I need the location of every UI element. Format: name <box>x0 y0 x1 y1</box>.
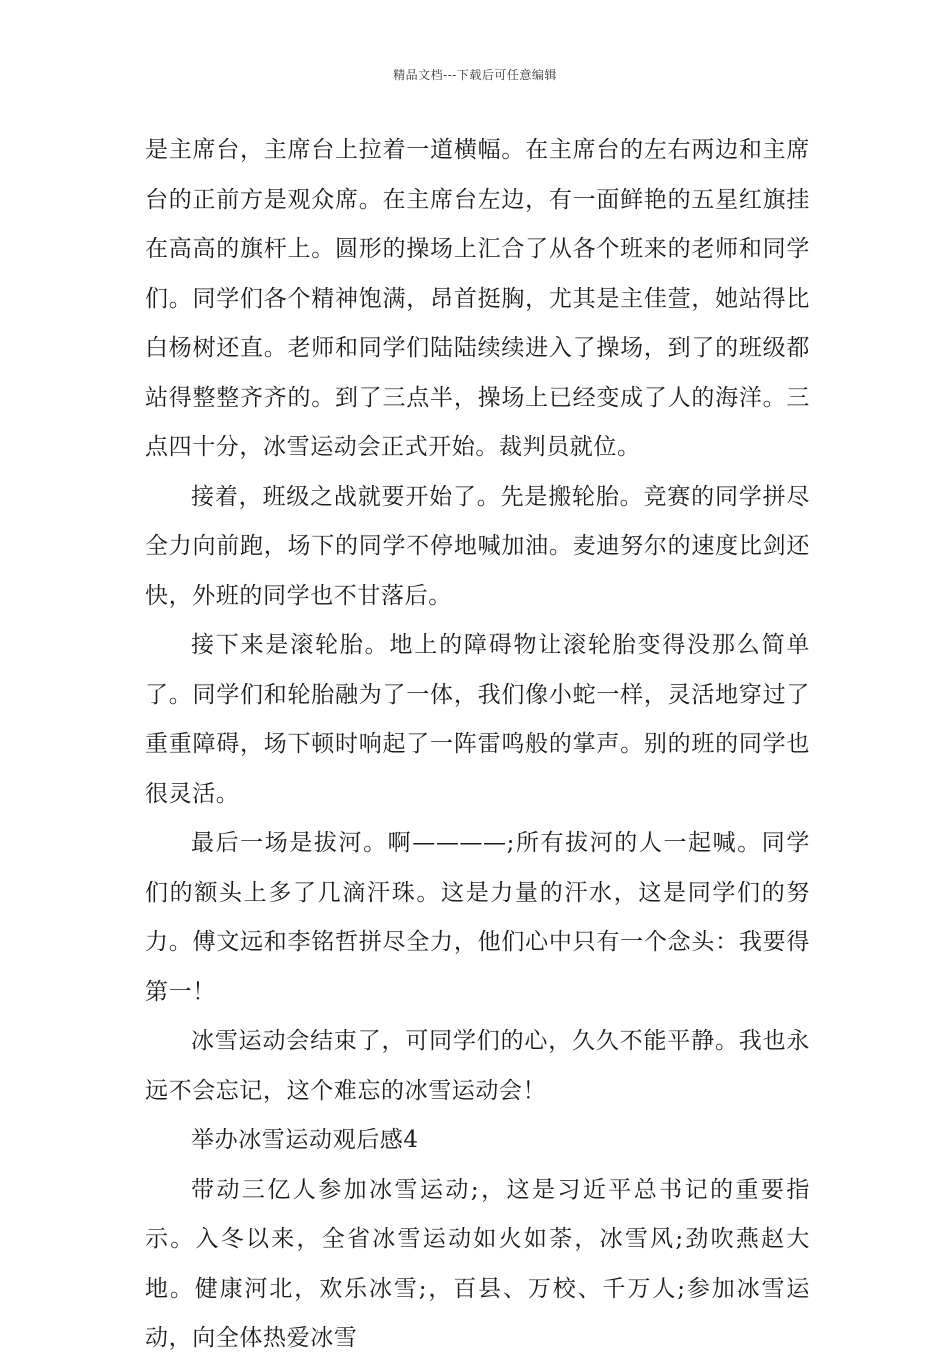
paragraph: 最后一场是拔河。啊————;所有拔河的人一起喊。同学们的额头上多了几滴汗珠。这是力量的汗水，这是同学们的努力。傅文远和李铭哲拼尽全力，他们心中只有一个念头：我要得第一！ <box>145 830 810 1005</box>
paragraph: 接下来是滚轮胎。地上的障碍物让滚轮胎变得没那么简单了。同学们和轮胎融为了一体，我们像小蛇一样，灵活地穿过了重重障碍，场下顿时响起了一阵雷鸣般的掌声。别的班的同学也很灵活。 <box>145 632 810 807</box>
page-header: 精品文档---下载后可任意编辑 <box>393 68 557 82</box>
section-heading: 举办冰雪运动观后感4 <box>191 1127 419 1153</box>
paragraph: 接着，班级之战就要开始了。先是搬轮胎。竞赛的同学拼尽全力向前跑，场下的同学不停地喊加油。麦迪努尔的速度比剑还快，外班的同学也不甘落后。 <box>145 483 810 609</box>
paragraph: 带动三亿人参加冰雪运动;，这是习近平总书记的重要指示。入冬以来，全省冰雪运动如火如荼，冰雪风;劲吹燕赵大地。健康河北，欢乐冰雪;，百县、万校、千万人;参加冰雪运动，向全体热爱冰雪 <box>145 1176 810 1351</box>
paragraph: 冰雪运动会结束了，可同学们的心，久久不能平静。我也永远不会忘记，这个难忘的冰雪运动会！ <box>145 1028 810 1104</box>
paragraph-continued: 是主席台，主席台上拉着一道横幅。在主席台的左右两边和主席台的正前方是观众席。在主席台左边，有一面鲜艳的五星红旗挂在高高的旗杆上。圆形的操场上汇合了从各个班来的老师和同学们。同学们各个精神饱满，昂首挺胸，尤其是主佳萱，她站得比白杨树还直。老师和同学们陆陆续续进入了操场，到了的班级都站得整整齐齐的。到了三点半，操场上已经变成了人的海洋。三点四十分，冰雪运动会正式开始。裁判员就位。 <box>145 137 810 460</box>
document-body <box>145 126 810 1364</box>
